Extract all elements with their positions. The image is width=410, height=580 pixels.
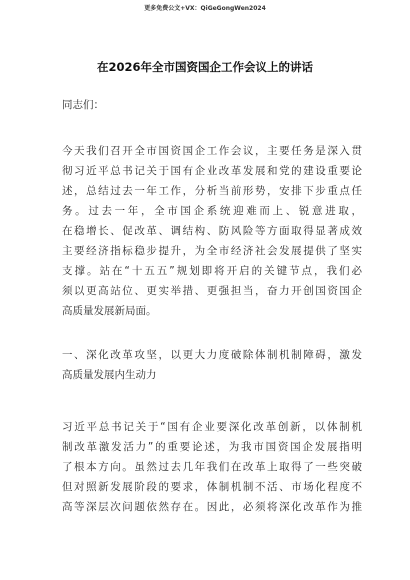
paragraph-1-line: 述，总结过去一年工作，分析当前形势，安排下步重点任 — [62, 185, 362, 197]
paragraph-1-line: 须以更高站位、更实举措、更强担当，奋力开创国资国企 — [62, 285, 362, 297]
header-note: 更多免费公文+VX：QiGeGongWen2024 — [144, 5, 266, 12]
paragraph-1-line: 务。过去一年，全市国企系统迎难而上、锐意进取， — [62, 205, 362, 217]
paragraph-1-line: 今天我们召开全市国资国企工作会议，主要任务是深入贯 — [62, 145, 362, 157]
paragraph-2-line: 了根本方向。虽然过去几年我们在改革上取得了一些突破 — [62, 461, 362, 473]
paragraph-2-line: 高等深层次问题依然存在。因此，必须将深化改革作为推 — [62, 501, 362, 513]
section-1-heading: 高质量发展内生动力 — [62, 369, 157, 381]
paragraph-2-line: 制改革激发活力”的重要论述，为我市国资国企发展指明 — [62, 441, 362, 453]
paragraph-1-line: 彻习近平总书记关于国有企业改革发展和党的建设重要论 — [62, 165, 362, 177]
paragraph-1-line: 在稳增长、促改革、调结构、防风险等方面取得显著成效 — [62, 225, 362, 237]
paragraph-2-line: 习近平总书记关于“国有企业要深化改革创新，以体制机 — [62, 421, 362, 433]
section-1-heading: 一、深化改革攻坚，以更大力度破除体制机制障碍，激发 — [62, 349, 362, 361]
paragraph-1-line: 高质量发展新局面。 — [62, 305, 157, 317]
document-title: 在2026年全市国资国企工作会议上的讲话 — [96, 60, 313, 74]
paragraph-1-line: 支撑。站在“十五五”规划即将开启的关键节点，我们必 — [62, 265, 362, 277]
salutation: 同志们： — [62, 99, 104, 111]
paragraph-2-line: 但对照新发展阶段的要求，体制机制不活、市场化程度不 — [62, 481, 362, 493]
paragraph-1-line: 主要经济指标稳步提升，为全市经济社会发展提供了坚实 — [62, 245, 362, 257]
